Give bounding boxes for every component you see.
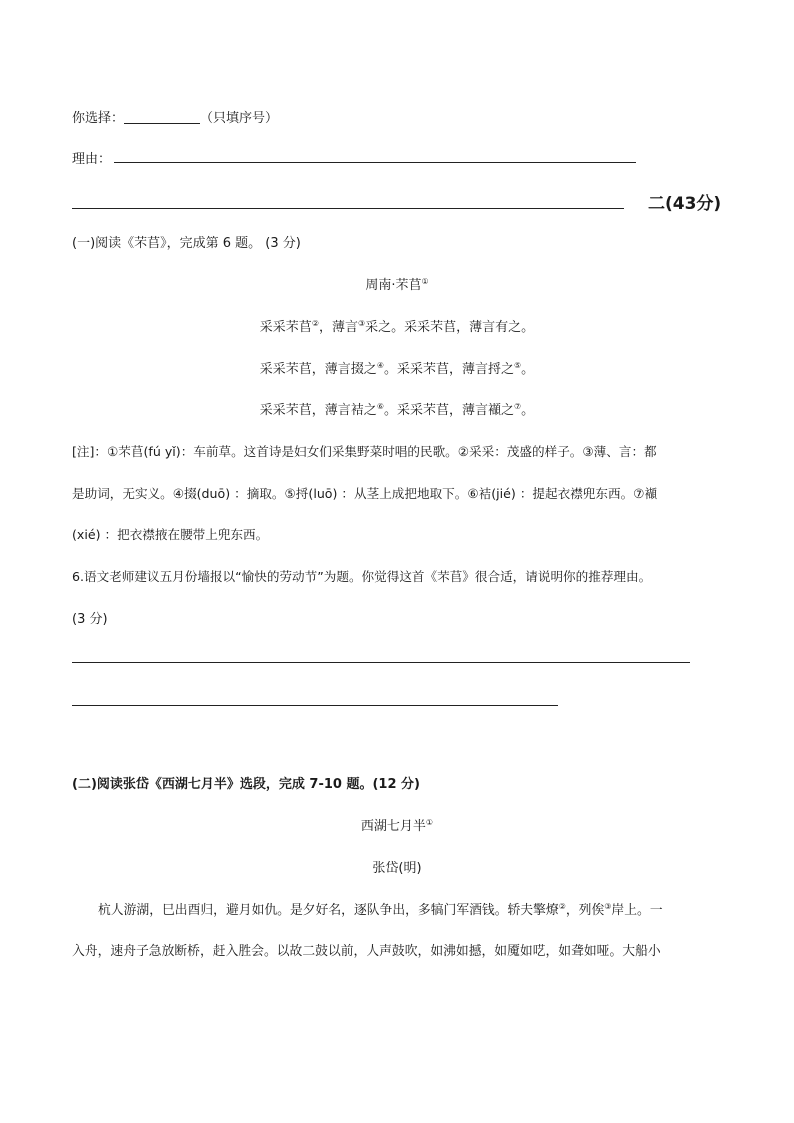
annotation-line: 是助词，无实义。④掇(duō) ：摘取。⑤捋(luō) ：从茎上成把地取下。⑥袺(jié) ：提起衣襟兜东西。⑦襭 (72, 486, 658, 501)
passage-text: ，列俟 (565, 903, 605, 918)
poem-title (0, 274, 794, 293)
choice-label: 你选择： (72, 111, 125, 126)
poem-line (0, 316, 794, 335)
part-one-intro: (一)阅读《芣苢》，完成第 6 题。 (3 分) (72, 236, 301, 251)
reason-answer-blank-2[interactable] (72, 208, 624, 209)
passage-text: 岸上。一 (611, 903, 663, 918)
answer-line[interactable] (72, 662, 690, 663)
poem-text: 。采采芣苢，薄言捋之 (383, 362, 514, 377)
reason-answer-blank[interactable] (114, 162, 636, 163)
passage-line (98, 899, 663, 918)
passage-title (0, 815, 794, 834)
poem-text: 采采芣苢，薄言掇之 (259, 362, 377, 377)
poem-text: 。 (521, 403, 535, 418)
choice-line (72, 107, 278, 126)
question-6-score: (3 分) (72, 612, 108, 627)
poem-footnote: ④ (376, 361, 384, 370)
passage-footnote: ③ (604, 902, 612, 911)
poem-title-text: 周南·芣苢 (365, 278, 422, 293)
passage-footnote: ② (558, 902, 566, 911)
poem-text: ，薄言 (318, 320, 358, 335)
poem-footnote: ③ (358, 319, 366, 328)
question-6: 6.语文老师建议五月份墙报以“愉快的劳动节”为题。你觉得这首《芣苢》很合适，请说明你的推荐理由。 (72, 569, 652, 584)
poem-footnote: ⑥ (376, 402, 384, 411)
passage-title-text: 西湖七月半 (360, 819, 426, 834)
choice-hint: （只填序号） (200, 111, 279, 126)
passage-text: 杭人游湖，巳出酉归，避月如仇。是夕好名，逐队争出，多犒门军酒钱。轿夫擎燎 (98, 903, 559, 918)
poem-footnote: ⑦ (514, 402, 522, 411)
section-two-heading: 二(43分) (648, 194, 722, 214)
poem-text: 采之。采采芣苢，薄言有之。 (365, 320, 535, 335)
poem-text: 。 (521, 362, 535, 377)
poem-text: 采采芣苢 (259, 320, 312, 335)
reason-line (72, 148, 111, 167)
poem-text: 采采芣苢，薄言袺之 (259, 403, 377, 418)
poem-footnote: ② (311, 319, 319, 328)
poem-text: 。采采芣苢，薄言襭之 (383, 403, 514, 418)
poem-footnote: ⑤ (514, 361, 522, 370)
annotation-line: (xié) ：把衣襟掖在腰带上兜东西。 (72, 527, 269, 542)
poem-title-footnote: ① (421, 277, 429, 286)
answer-line[interactable] (72, 705, 558, 706)
choice-answer-blank[interactable] (124, 111, 200, 124)
reason-label: 理由： (72, 152, 112, 167)
passage-line: 入舟，速舟子急放断桥，赶入胜会。以故二鼓以前，人声鼓吹，如沸如撼，如魇如呓，如聋如哑。大船小 (72, 944, 661, 959)
annotation-line: [注]：①芣苢(fú yǐ)：车前草。这首诗是妇女们采集野菜时唱的民歌。②采采：茂盛的样子。③薄、言：都 (72, 444, 657, 459)
poem-line (0, 399, 794, 418)
poem-line (0, 358, 794, 377)
passage-title-footnote: ① (425, 818, 434, 827)
part-two-intro: (二)阅读张岱《西湖七月半》选段，完成 7-10 题。(12 分) (72, 777, 420, 792)
passage-author: 张岱(明) (372, 861, 422, 876)
